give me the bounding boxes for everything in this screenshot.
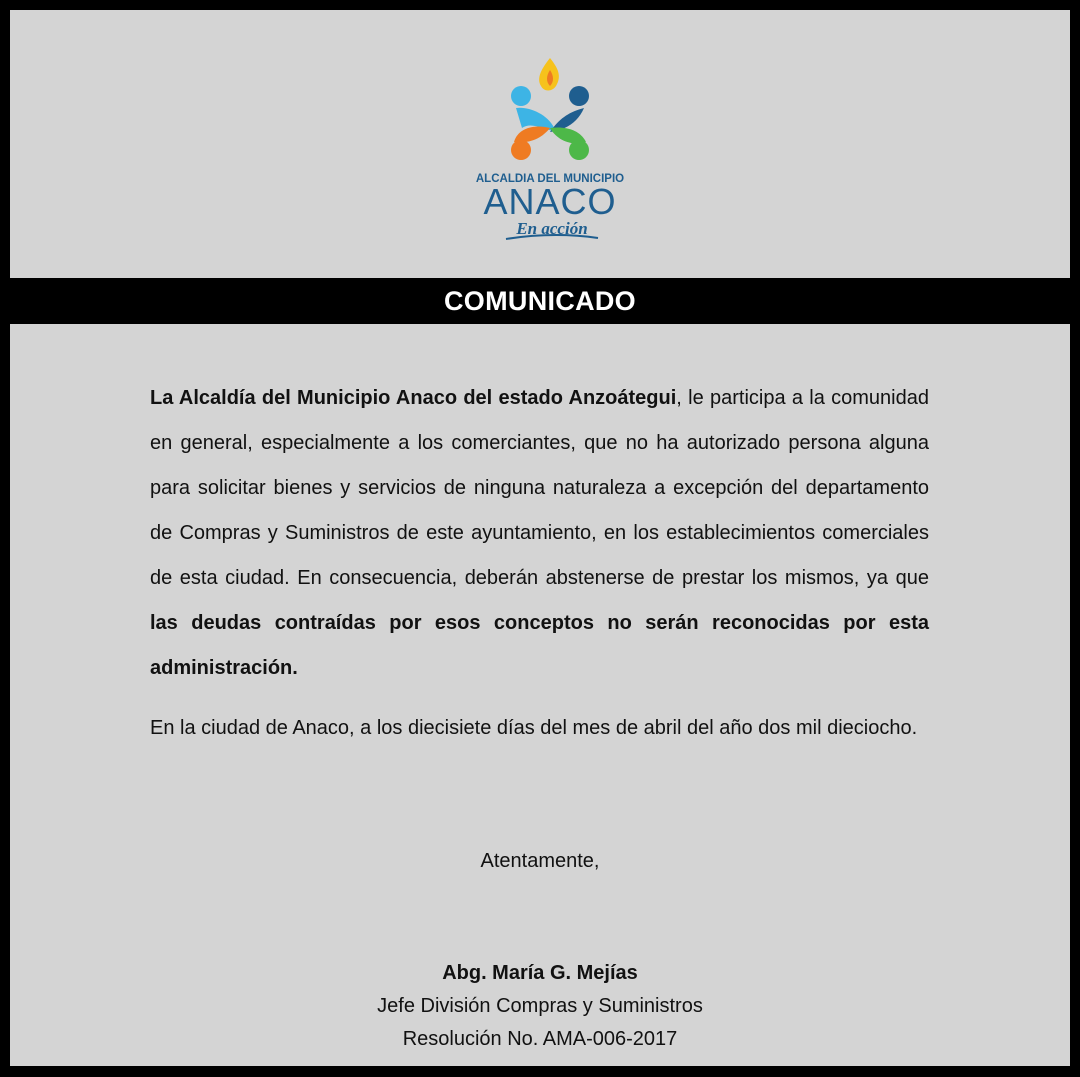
body-panel	[10, 324, 1070, 1066]
title-band	[0, 278, 1080, 324]
signature-resolution: Resolución No. AMA-006-2017	[402, 1028, 678, 1050]
tail-bold-text: las deudas contraídas por esos conceptos no serán reconocidas por esta administración.	[150, 612, 929, 679]
signature-role: Jefe División Compras y Suministros	[377, 995, 703, 1017]
header-panel	[10, 10, 1070, 278]
person-orange-icon	[511, 140, 531, 160]
logo-name: ANACO	[483, 181, 617, 222]
signature-name: Abg. María G. Mejías	[442, 962, 638, 984]
anaco-logo	[458, 58, 638, 248]
closing-text: Atentamente,	[480, 850, 600, 872]
logo-top-line: ALCALDIA DEL MUNICIPIO	[475, 173, 625, 185]
person-lightblue-icon	[511, 86, 531, 106]
announcement-paragraph	[150, 376, 929, 691]
main-text: , le participa a la comunidad en general, especialmente a los comerciantes, que no ha autorizado persona alguna para solicitar bienes y servicios de ninguna naturaleza a excepción del departamento de Compras y Suministros de este ayuntamiento, en los establecimientos comerciales de esta ciudad. En consecuencia, deberán abstenerse de prestar los mismos, ya que	[150, 387, 929, 589]
person-darkblue-icon	[569, 86, 589, 106]
logo-graphic	[458, 58, 638, 248]
lead-bold-text: La Alcaldía del Municipio Anaco del estado Anzoátegui	[150, 387, 677, 409]
date-paragraph: En la ciudad de Anaco, a los diecisiete días del mes de abril del año dos mil dieciocho.	[150, 717, 918, 739]
logo-tagline: En acción	[516, 219, 588, 238]
page-title: COMUNICADO	[444, 285, 636, 316]
